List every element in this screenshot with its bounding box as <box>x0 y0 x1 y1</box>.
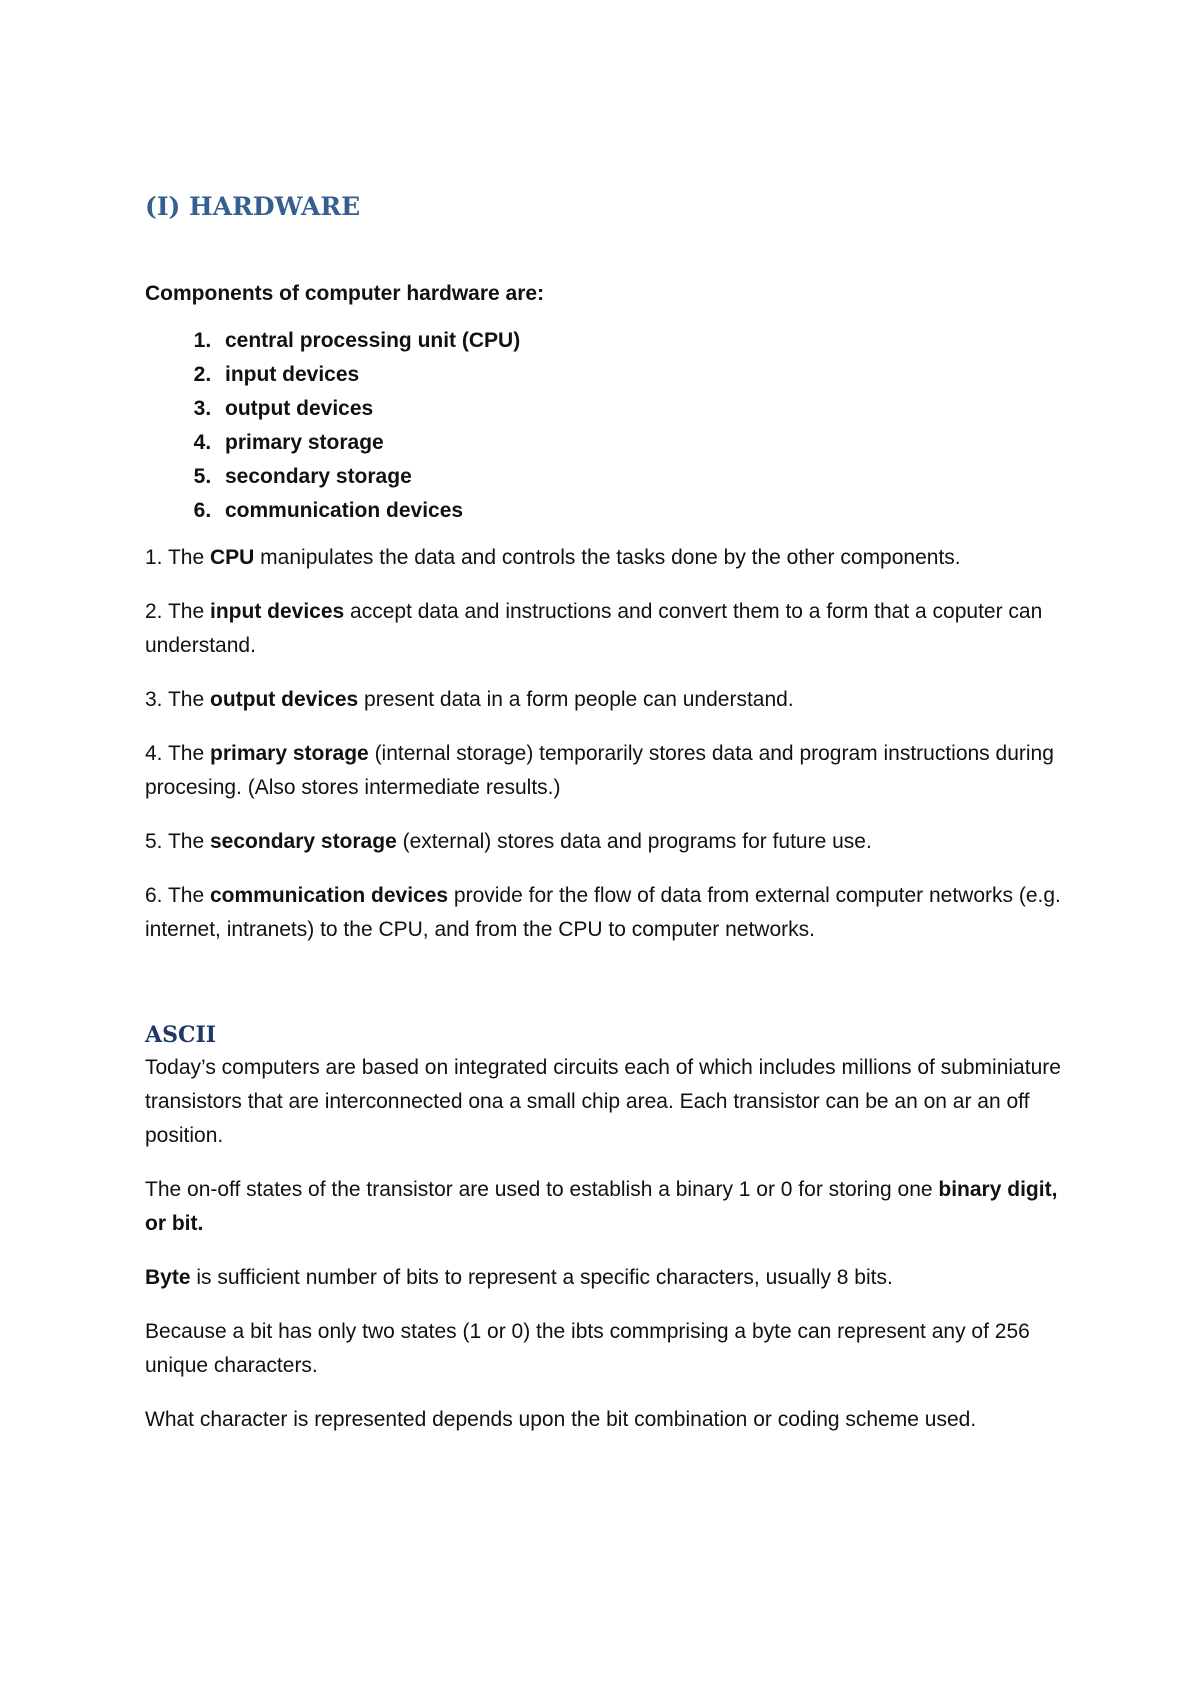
paragraph-byte <box>145 1261 1065 1295</box>
section-heading-hardware: (I) HARDWARE <box>145 192 361 221</box>
paragraph-text: (external) stores data and programs for future use. <box>396 830 872 853</box>
paragraph-text: The on-off states of the transistor are used to establish a binary 1 or 0 for storing one <box>145 1178 939 1201</box>
list-item: 6. communication devices <box>217 494 1065 528</box>
components-intro: Components of computer hardware are: <box>145 282 545 305</box>
paragraph-text: present data in a form people can understand. <box>358 688 794 711</box>
components-list <box>145 324 1065 528</box>
paragraph-text: 3. The <box>145 688 210 711</box>
paragraph-cpu <box>145 541 1065 575</box>
section-heading-ascii: ASCII <box>145 1022 217 1048</box>
paragraph-text: 2. The <box>145 600 210 623</box>
paragraph-text: 1. The <box>145 546 210 569</box>
bold-term: communication devices <box>210 884 449 907</box>
paragraph-text: accept data and instructions and convert them to a form that a coputer can understand. <box>145 600 1043 657</box>
paragraph-bit-states: Because a bit has only two states (1 or 0) the ibts commprising a byte can represent any of 256 unique characters. <box>145 1320 1030 1377</box>
bold-term: output devices <box>210 688 359 711</box>
paragraph-text: provide for the flow of data from external computer networks (e.g. internet, intranets) to the CPU, and from the CPU to computer networks. <box>145 884 1061 941</box>
paragraph-primary-storage <box>145 737 1065 805</box>
paragraph-text: is sufficient number of bits to represent a specific characters, usually 8 bits. <box>190 1266 893 1289</box>
paragraph-coding-scheme: What character is represented depends upon the bit combination or coding scheme used. <box>145 1408 977 1431</box>
bold-term: input devices <box>210 600 345 623</box>
paragraph-on-off-states <box>145 1173 1065 1241</box>
bold-term: CPU <box>210 546 255 569</box>
paragraph-integrated-circuits: Today’s computers are based on integrated circuits each of which includes millions of subminiature transistors that are interconnected ona a small chip area. Each transistor can be an on ar an off position. <box>145 1056 1061 1147</box>
bold-term: primary storage <box>210 742 369 765</box>
list-item: 5. secondary storage <box>217 460 1065 494</box>
bold-term: secondary storage <box>210 830 397 853</box>
paragraph-text: 4. The <box>145 742 210 765</box>
paragraph-output-devices <box>145 683 1065 717</box>
paragraph-text: (internal storage) temporarily stores data and program instructions during procesing. (Also stores intermediate results.) <box>145 742 1054 799</box>
paragraph-text: manipulates the data and controls the tasks done by the other components. <box>254 546 961 569</box>
paragraph-text: 5. The <box>145 830 210 853</box>
paragraph-communication-devices <box>145 879 1065 947</box>
paragraph-text: 6. The <box>145 884 210 907</box>
paragraph-input-devices <box>145 595 1065 663</box>
paragraph-secondary-storage <box>145 825 1065 859</box>
section-spacer <box>145 967 1065 1019</box>
list-item: 2. input devices <box>217 358 1065 392</box>
bold-term: binary digit, or bit. <box>145 1178 1058 1235</box>
bold-term: Byte <box>145 1266 191 1289</box>
list-item: 3. output devices <box>217 392 1065 426</box>
list-item: 1. central processing unit (CPU) <box>217 324 1065 358</box>
list-item: 4. primary storage <box>217 426 1065 460</box>
document-body <box>145 190 1065 1457</box>
